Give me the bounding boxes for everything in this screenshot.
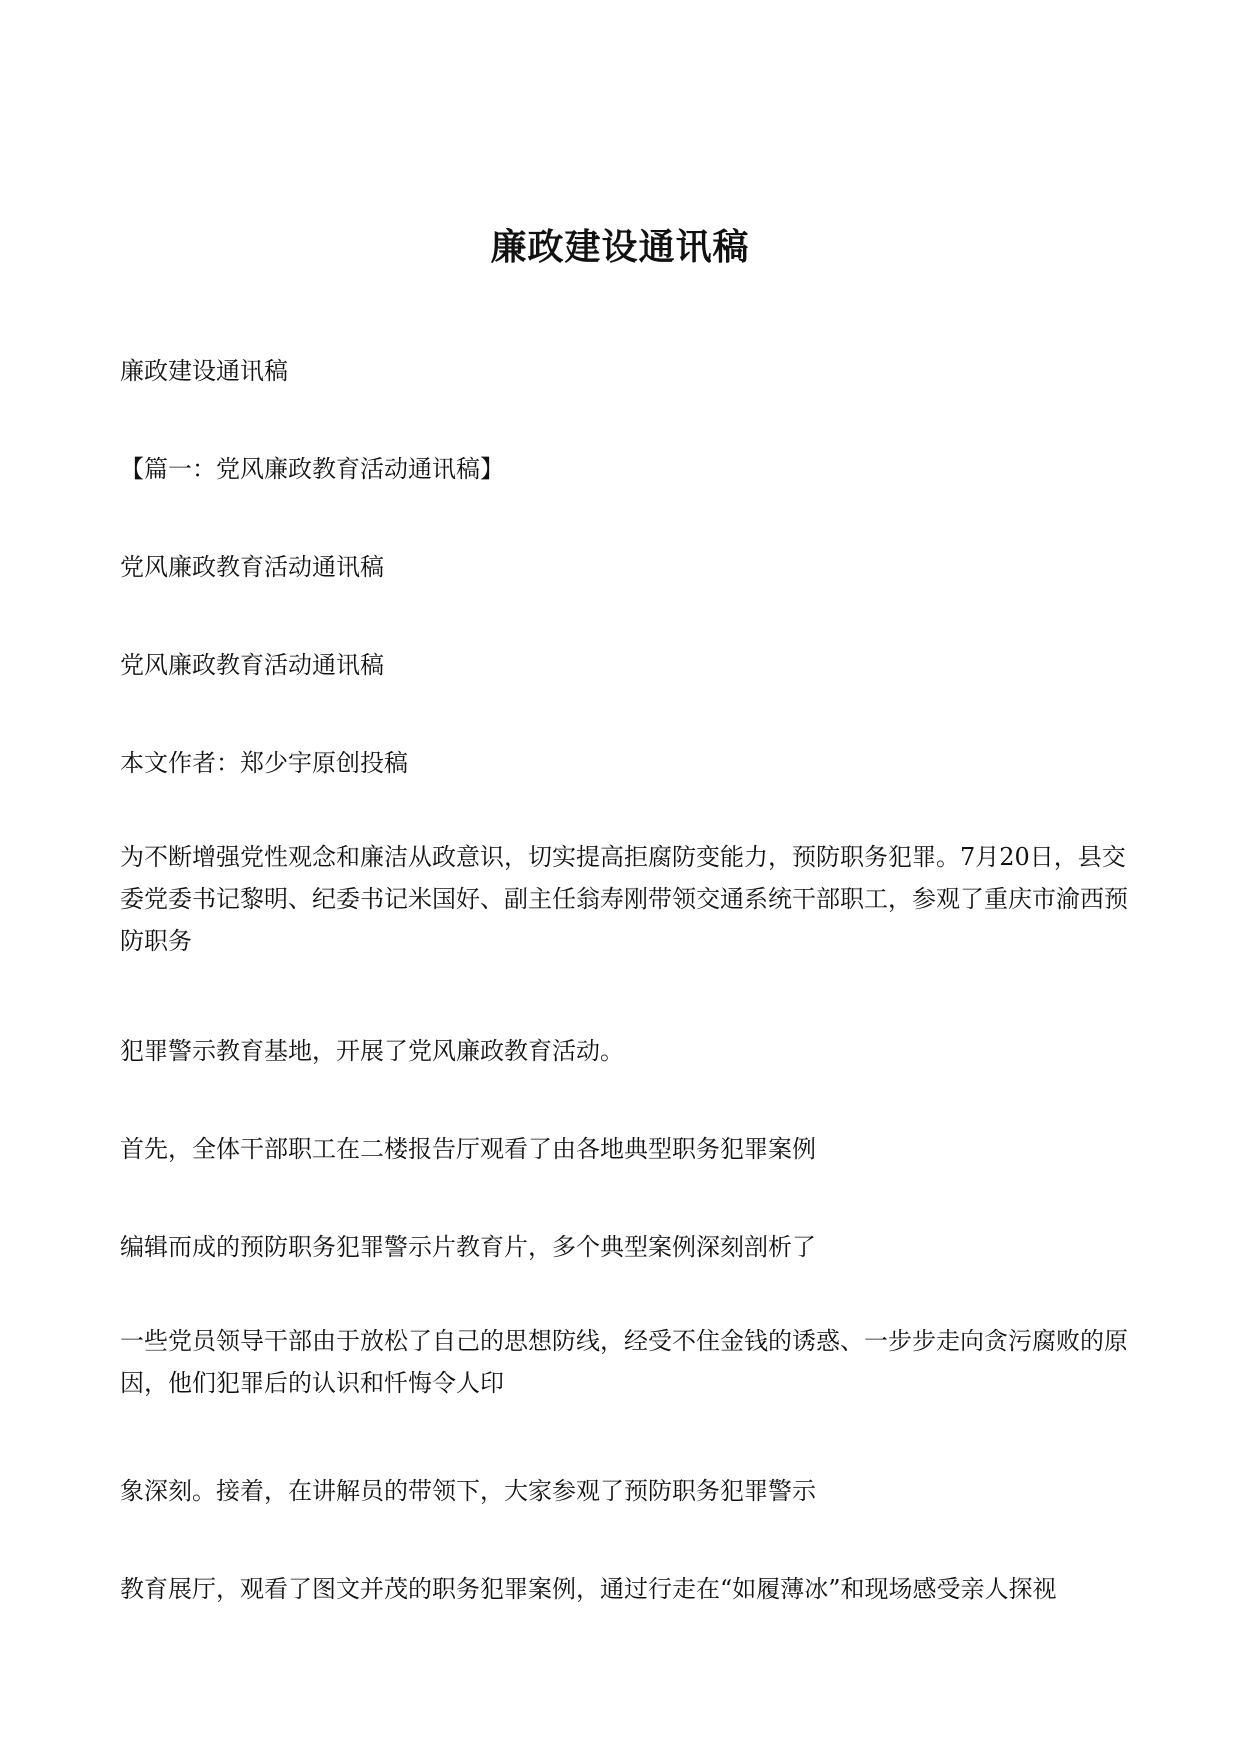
paragraph-body-3: 首先，全体干部职工在二楼报告厅观看了由各地典型职务犯罪案例 [120,1135,816,1163]
paragraph-body-1: 为不断增强党性观念和廉洁从政意识，切实提高拒腐防变能力，预防职务犯罪。7月20日，县交委党委书记黎明、纪委书记米国好、副主任翁寿刚带领交通系统干部职工，参观了重庆市渝西预防职务 [120,843,1128,955]
paragraph-article-title-repeat: 党风廉政教育活动通讯稿 [120,651,384,679]
paragraph-subtitle: 廉政建设通讯稿 [120,357,288,385]
document-title: 廉政建设通讯稿 [490,226,750,268]
paragraph-section-heading: 【篇一：党风廉政教育活动通讯稿】 [120,455,504,483]
paragraph-body-6: 象深刻。接着，在讲解员的带领下，大家参观了预防职务犯罪警示 [120,1477,816,1505]
paragraph-body-5: 一些党员领导干部由于放松了自己的思想防线，经受不住金钱的诱惑、一步步走向贪污腐败的原因，他们犯罪后的认识和忏悔令人印 [120,1327,1128,1397]
paragraph-body-7: 教育展厅，观看了图文并茂的职务犯罪案例，通过行走在“如履薄冰”和现场感受亲人探视 [120,1575,1057,1603]
paragraph-article-title: 党风廉政教育活动通讯稿 [120,553,384,581]
paragraph-body-4: 编辑而成的预防职务犯罪警示片教育片，多个典型案例深刻剖析了 [120,1233,816,1261]
paragraph-body-2: 犯罪警示教育基地，开展了党风廉政教育活动。 [120,1037,624,1065]
paragraph-author: 本文作者：郑少宇原创投稿 [120,749,408,777]
